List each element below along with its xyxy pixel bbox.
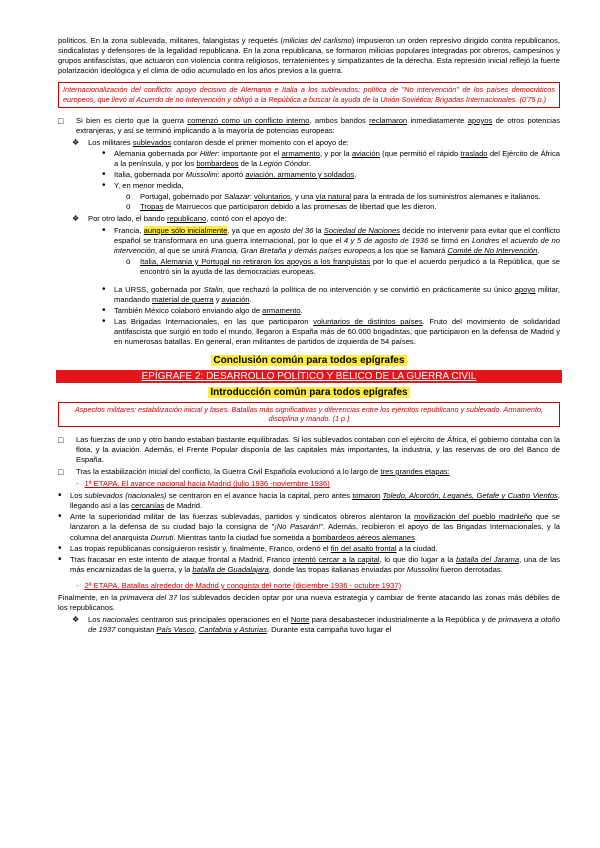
list-item: • También México colaboró enviando algo de armamento. [102, 306, 560, 316]
list-item: • Tras fracasar en este intento de ataque frontal a Madrid, Franco intentó cercar a la capital, lo que dio lugar a la batalla del Jarama, una de las más encarnizadas de la guerra, y la batalla de Guadalajara, donde las tropas italianas enviadas por Mussolini fueron derrotadas. [58, 555, 560, 575]
diamond-bullet-icon: ❖ [72, 615, 80, 625]
section-paragraph: □ Si bien es cierto que la guerra comenzó como un conflicto interno, ambos bandos reclamaron inmediatamente apoyos de otros potencias extranjeras, y así se terminó implicando a la mayoría de potencias europeas: [58, 115, 561, 135]
section-paragraph: □ Tras la estabilización inicial del conflicto, la Guerra Civil Española evolucionó a lo largo de tres grandes etapas: [58, 467, 450, 477]
list-item: • Ante la superioridad militar de las fuerzas sublevadas, partidos y sindicatos obreros alentaron la movilización del pueblo madrileño que se lanzaron a la defensa de su ciudad bajo la consigna de "¡No Pasarán!". Además, recibieron el apoyo de las Brigadas Internacionales, y la columna del anarquista Durruti. Mientras tanto la ciudad fue sometida a bombardeos aéreos alemanes. [58, 512, 560, 542]
republican-support-heading: ❖ Por otro lado, el bando republicano, contó con el apoyo de: [72, 214, 287, 224]
checkbox-square-icon: □ [58, 434, 64, 445]
checkbox-square-icon: □ [58, 467, 64, 477]
list-item: o Portugal, gobernado por Salazar: voluntarios, y una vía natural para la entrada de los suministros alemanes e italianos. [126, 192, 560, 202]
list-item: • Las tropas republicanas consiguieron resistir y, finalmente, Franco, ordenó el fin del asalto frontal a la ciudad. [58, 544, 560, 554]
list-item: • Alemania gobernada por Hitler: importante por el armamento, y por la aviación (que permitió el rápido traslado del Ejército de África a la península, y por los bombardeos de la Legión Cóndor. [102, 149, 560, 169]
list-item: • Francia, aunque sólo inicialmente, ya que en agosto del 36 la Sociedad de Naciones decide no intervenir para evitar que el conflicto español se transformara en una guerra internacional, por lo que el 4 y 5 de agosto de 1936 se firmó en Londres el acuerdo de no intervención, al que se unirá Francia, Gran Bretaña y demás países europeos a los que se llamará Comité de No Intervención. o Italia, Alemania y Portugal no retiraron los apoyos a los franquistas por lo que el acuerdo perjudicó a la República, que se encontró sin la ayuda de las democracias europeas. [102, 226, 560, 277]
stage-1-list [58, 491, 560, 575]
list-item: • Y, en menor medida, o Portugal, gobernado por Salazar: voluntarios, y una vía natural para la entrada de los suministros alemanes e italianos. o Tropas de Marruecos que participaron debido a las promesas de libertad que les dieron. [102, 181, 560, 212]
checkbox-square-icon: □ [58, 115, 64, 126]
list-item: • La URSS, gobernada por Stalin, que rechazó la política de no intervención y se convirtió en prácticamente su único apoyo militar, mandando material de guerra y aviación. [102, 285, 560, 305]
republican-support-list [102, 226, 560, 348]
section-paragraph: □ Las fuerzas de uno y otro bando estaban bastante equilibradas. Si los sublevados contaban con el ejército de África, el gobierno contaba con la flota, y la aviación. Además, el Frente Popular disponía de las capitales más importantes, la industria, y las reservas de oro del Banco de España. [58, 434, 560, 464]
nationalist-north-campaign: ❖ Los nacionales centraron sus principales operaciones en el Norte para desabastecer industrialmente a la República y de primavera a otoño de 1937 conquistan País Vasco, Cantabria y Asturias. Durante esta campaña tuvo lugar el [72, 615, 560, 635]
list-item: • Los sublevados (nacionales) se centraron en el avance hacia la capital, pero antes tomaron Toledo, Alcorcón, Leganés, Getafe y Cuatro Vientos, llegando así a las cercanías de Madrid. [58, 491, 560, 511]
internationalization-note-box: Internacionalización del conflicto: apoyo decisivo de Alemania e Italia a los sublevados; política de "No intervención" de los países democráticos europeos, que llevó al Acuerdo de no Intervención y obligó a la República a buscar la ayuda de la Unión Soviética; Brigadas Internacionales. (0'75 p.) [58, 82, 560, 107]
intro-paragraph: políticos. En la zona sublevada, militares, falangistas y requetés (milicias del carlismo) impusieron un orden represivo dirigido contra republicanos, sindicalistas y defensores de la legalidad republicana. En la zona republicana, se formaron milicias populares integradas por obreros, campesinos y grupos antifascistas, que actuaron con violencia contra religiosos, terratenientes y simpatizantes de la derecha. Esta represión inicial reflejó la fuerte polarización ideológica y el clima de odio acumulado en los años previos a la guerra. [58, 36, 560, 76]
military-aspects-note-box: Aspectos militares: estabilización inicial y fases. Batallas más significativas y diferencias entre los ejércitos republicano y sublevado. Armamento, disciplina y mando. (1 p.) [58, 402, 560, 427]
common-introduction-heading: Introducción común para todos epígrafes [210, 386, 408, 398]
stage-1-heading: - 1ª ETAPA. El avance nacional hacia Madrid (julio 1936 -noviembre 1936) [76, 479, 330, 489]
stage-2-paragraph: Finalmente, en la primavera del 37 los sublevados deciden optar por una nueva estrategia y cambiar de frente atacando las zonas más débiles de los republicanos. [58, 593, 560, 613]
sublevados-support-heading: ❖ Los militares sublevados contaron desde el primer momento con el apoyo de: [72, 137, 349, 147]
stage-2-heading: - 2ª ETAPA. Batallas alrededor de Madrid y conquista del norte (diciembre 1936 - octubre 1937) [76, 580, 402, 590]
sublevados-support-list [102, 149, 560, 213]
epigraph-2-title: EPÍGRAFE 2: DESARROLLO POLÍTICO Y BÉLICO DE LA GUERRA CIVIL [56, 370, 562, 383]
list-item: o Tropas de Marruecos que participaron debido a las promesas de libertad que les dieron. [126, 202, 560, 212]
list-item: o Italia, Alemania y Portugal no retiraron los apoyos a los franquistas por lo que el acuerdo perjudicó a la República, que se encontró sin la ayuda de las democracias europeas. [126, 257, 560, 277]
common-conclusion-heading: Conclusión común para todos epígrafes [213, 354, 405, 366]
list-item: • Italia, gobernada por Mussolini: aportó aviación, armamento y soldados. [102, 170, 560, 180]
diamond-bullet-icon: ❖ [72, 137, 80, 147]
diamond-bullet-icon: ❖ [72, 214, 80, 224]
list-item: • Las Brigadas Internacionales, en las que participaron voluntarios de distintos países. Fruto del movimiento de solidaridad antifascista que surgió en todo el mundo, llegaron a España más de 60.000 brigadistas, que participaron en la defensa de Madrid y en numerosas batallas. En general, eran militantes de partidos de izquierda de 54 países. [102, 317, 560, 347]
